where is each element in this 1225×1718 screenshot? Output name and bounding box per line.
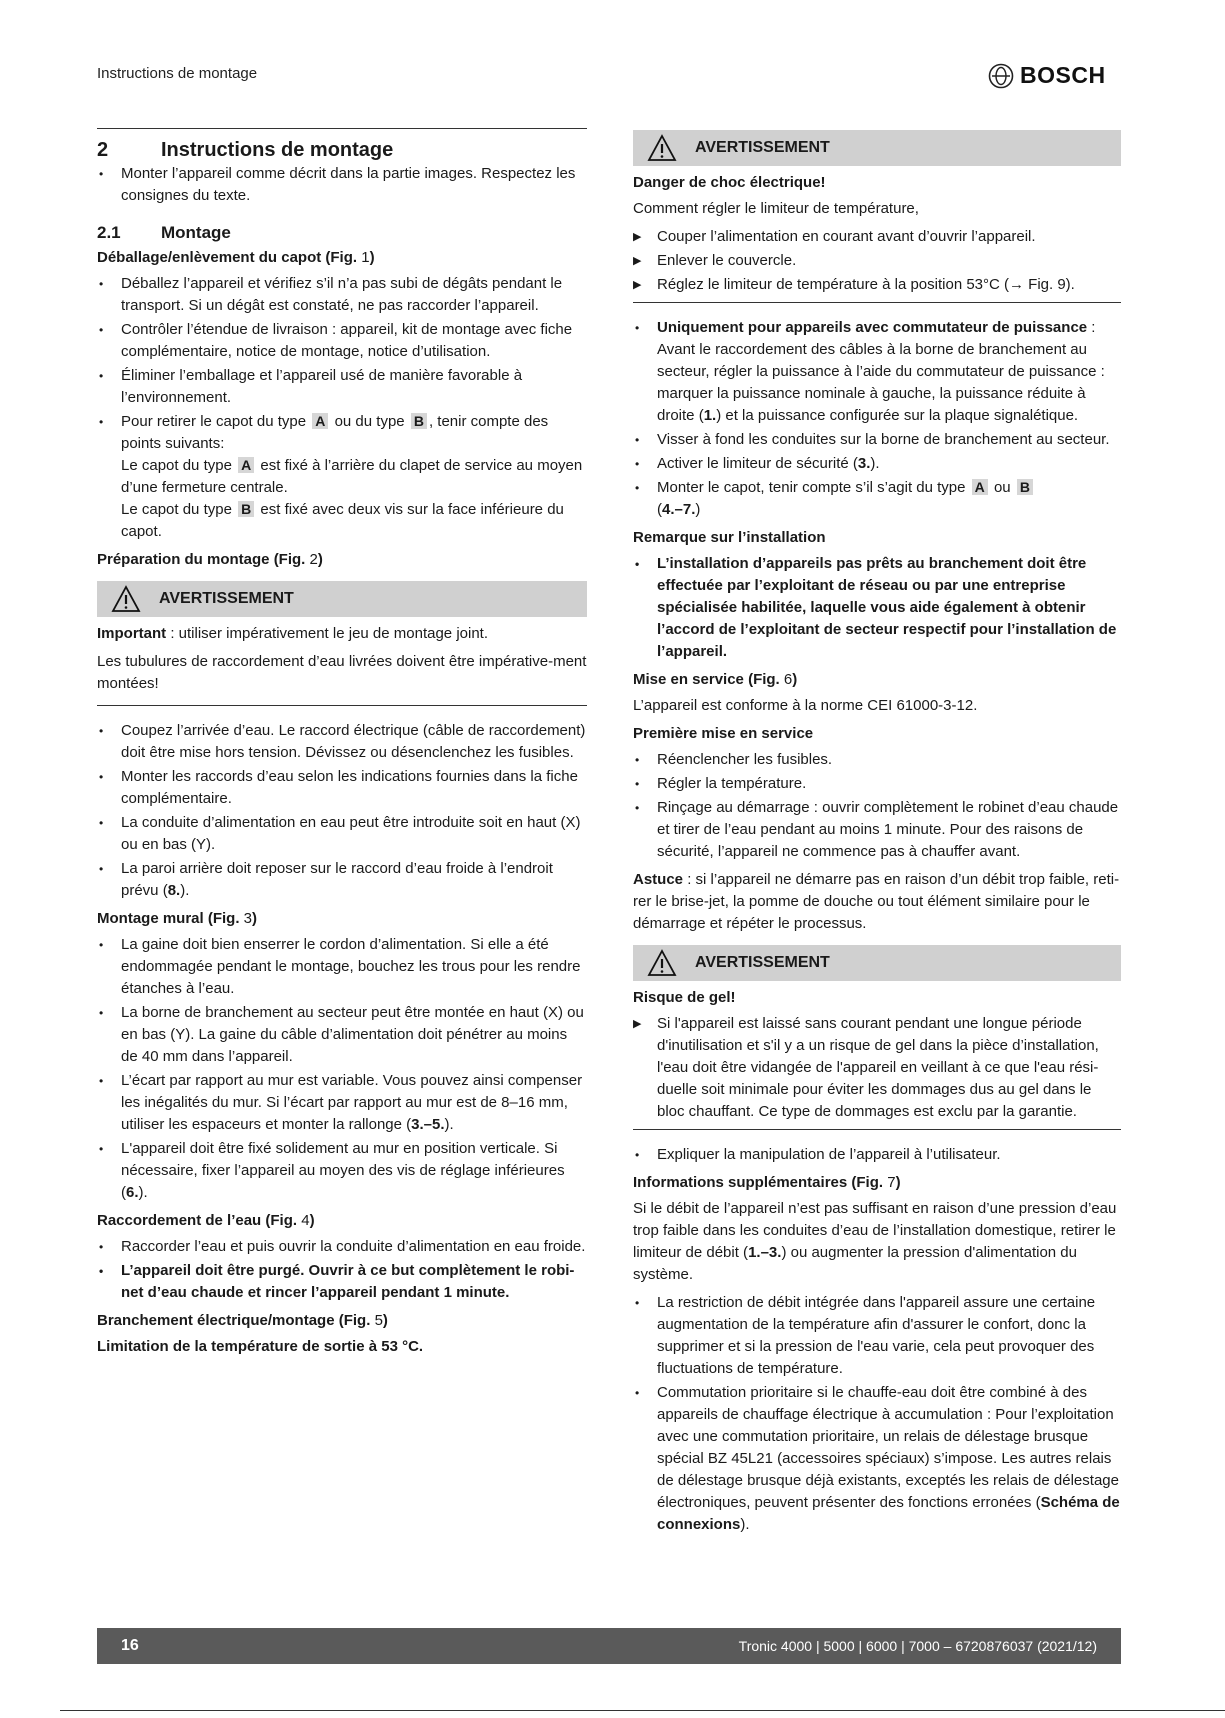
type-b-tag: B xyxy=(411,413,427,429)
list-item: • La conduite d’alimentation en eau peut être introduite soit en haut (X) ou en bas (Y). xyxy=(97,812,587,856)
intro-list xyxy=(97,163,587,207)
info-text: Si le débit de l’appareil n’est pas suffisant en raison d’une pression d’eau trop faible dans les conduites d’eau de l’installation domestique, retirer le limiteur de débit (1.–3.) ou augmenter la pression d'alimentation du système. xyxy=(633,1200,1117,1283)
bottom-divider xyxy=(60,1710,1225,1711)
section-title: Instructions de montage xyxy=(161,139,394,161)
warning-steps xyxy=(633,226,1121,296)
list-item: • La borne de branchement au secteur peut être montée en haut (X) ou en bas (Y). La gaine du câble d’alimentation doit pénétrer au moins de 40 mm dans l’appareil. xyxy=(97,1002,587,1068)
left-column xyxy=(97,128,587,1362)
temp-limit-heading: Limitation de la température de sortie à 53 °C. xyxy=(97,1338,424,1355)
list-item: • Éliminer l’emballage et l’appareil usé de manière favorable à l’environnement. xyxy=(97,365,587,409)
bosch-armature-icon xyxy=(988,63,1014,89)
warning-label: AVERTISSEMENT xyxy=(695,954,830,971)
page-footer xyxy=(97,1628,1121,1664)
warning-triangle-icon xyxy=(647,949,677,977)
list-item: • Monter l’appareil comme décrit dans la partie images. Respectez les consignes du texte. xyxy=(97,163,587,207)
first-start-list xyxy=(633,749,1121,863)
list-item: • Visser à fond les conduites sur la borne de branchement au secteur. xyxy=(633,429,1121,451)
list-item: • L’installation d’appareils pas prêts au branchement doit être effectuée par l’exploitant de réseau ou par une entreprise spécialisée habilitée, laquelle vous aide également à obtenir l’accord de l’exploitant de secteur respectif pour l’installation de l’appareil. xyxy=(633,553,1121,663)
bosch-logo xyxy=(988,62,1106,89)
list-item: • Commutation prioritaire si le chauffe-eau doit être combiné à des appareils de chauffage électrique à accumulation : Pour l’exploitation avec une commutation prioritaire, un relais de délestage brusque spécial BZ 45L21 (accessoires spéciaux) s’impose. Les autres relais de délestage brusque déjà existants, exceptés les relais de délestage électroniques, peuvent présenter des fonctions erronées (Schéma de connexions). xyxy=(633,1382,1121,1536)
warning-label: AVERTISSEMENT xyxy=(159,590,294,607)
type-a-tag: A xyxy=(972,479,988,495)
list-item: • Coupez l’arrivée d’eau. Le raccord électrique (câble de raccordement) doit être mise hors tension. Dévissez ou désenclenchez les fusibles. xyxy=(97,720,587,764)
unpack-list xyxy=(97,273,587,543)
list-item: • Régler la température. xyxy=(633,773,1121,795)
right-column xyxy=(633,128,1121,1542)
list-item: • Déballez l’appareil et vérifiez s’il n’a pas subi de dégâts pendant le transport. Si un dégât est constaté, ne pas raccorder l’appareil. xyxy=(97,273,587,317)
type-a-tag: A xyxy=(238,457,254,473)
commissioning-text: L’appareil est conforme à la norme CEI 61000-3-12. xyxy=(633,697,978,714)
list-item: • La paroi arrière doit reposer sur le raccord d’eau froide à l’endroit prévu (8.). xyxy=(97,858,587,902)
list-item: • L'appareil doit être fixé solidement au mur en position verticale. Si nécessaire, fixer l’appareil au moyen des vis de réglage inférieures (6.). xyxy=(97,1138,587,1204)
warning-text: Comment régler le limiteur de température, xyxy=(633,200,919,217)
list-item: • Monter le capot, tenir compte s’il s’agit du type A ou B (4.–7.) xyxy=(633,477,1121,521)
type-a-tag: A xyxy=(312,413,328,429)
type-b-tag: B xyxy=(1017,479,1033,495)
explain-list xyxy=(633,1144,1121,1166)
list-item: • La gaine doit bien enserrer le cordon d’alimentation. Si elle a été endommagée pendant le montage, bouchez les trous pour les rendre étanches à l’eau. xyxy=(97,934,587,1000)
step-item: ▶ Réglez le limiteur de température à la position 53°C (→ Fig. 9). xyxy=(633,274,1121,296)
page-header-title: Instructions de montage xyxy=(97,65,258,82)
electric-heading: Branchement électrique/montage (Fig. 5) xyxy=(97,1312,388,1329)
mural-list xyxy=(97,934,587,1204)
step-item: ▶ Couper l’alimentation en courant avant d’ouvrir l’appareil. xyxy=(633,226,1121,248)
first-start-heading: Première mise en service xyxy=(633,725,814,742)
mural-heading: Montage mural (Fig. 3) xyxy=(97,910,258,927)
type-b-tag: B xyxy=(238,501,254,517)
list-item: • L’écart par rapport au mur est variable. Vous pouvez ainsi compenser les inégalités du mur. Si l’écart par rapport au mur est de 8–16 mm, utiliser les espaceurs et monter la rallonge (3.–5.). xyxy=(97,1070,587,1136)
warning-title: Danger de choc électrique! xyxy=(633,174,826,191)
step-item: ▶ Enlever le couvercle. xyxy=(633,250,1121,272)
prep-heading: Préparation du montage (Fig. 2) xyxy=(97,551,323,568)
warning-body: Important : utiliser impérativement le jeu de montage joint. Les tubulures de raccordement d’eau livrées doivent être impérative-ment montées! xyxy=(97,623,587,706)
subsection-number: 2.1 xyxy=(97,223,121,242)
page-number: 16 xyxy=(121,1637,139,1654)
list-item: • Raccorder l’eau et puis ouvrir la conduite d’alimentation en eau froide. xyxy=(97,1236,587,1258)
step-item: ▶ Si l'appareil est laissé sans courant pendant une longue période d'inutilisation et s'il y a un risque de gel dans la pièce d’installation, l'eau doit être vidangée de l'appareil en veillant à ce que l'eau rési-duelle soit minimale pour éviter les dommages dus au gel dans le bloc chauffant. Ce type de dommages est exclu par la garantie. xyxy=(633,1013,1121,1123)
section-number: 2 xyxy=(97,139,109,161)
warning-triangle-icon xyxy=(111,585,141,613)
list-item: • Uniquement pour appareils avec commutateur de puissance : Avant le raccordement des câbles à la borne de branchement au secteur, régler la puissance à l’aide du commutateur de puissance : marquer la puissance nominale à gauche, la puissance réduite à droite (1.) et la puissance configurée sur la plaque signalétique. xyxy=(633,317,1121,427)
install-list xyxy=(633,317,1121,521)
warning-text: Les tubulures de raccordement d’eau livrées doivent être impérative-ment montées! xyxy=(97,653,587,692)
list-item: • Expliquer la manipulation de l’appareil à l’utilisateur. xyxy=(633,1144,1121,1166)
subsection-title: Montage xyxy=(161,223,231,242)
list-item: • Monter les raccords d’eau selon les indications fournies dans la fiche complémentaire. xyxy=(97,766,587,810)
list-item: • L’appareil doit être purgé. Ouvrir à ce but complètement le robi-net d’eau chaude et rincer l’appareil pendant 1 minute. xyxy=(97,1260,587,1304)
list-item: • La restriction de débit intégrée dans l'appareil assure une certaine augmentation de la température afin d'assurer le confort, donc la supprimer et si la pression de l'eau varie, cela peut provoquer des fluctuations de température. xyxy=(633,1292,1121,1380)
remark-list xyxy=(633,553,1121,663)
water-list xyxy=(97,1236,587,1304)
list-item: • Rinçage au démarrage : ouvrir complètement le robinet d’eau chaude et tirer de l’eau pendant au moins 1 minute. Pour des raisons de sécurité, l’appareil ne commence pas à chauffer avant. xyxy=(633,797,1121,863)
warning-triangle-icon xyxy=(647,134,677,162)
document-reference: Tronic 4000 | 5000 | 6000 | 7000 – 6720876037 (2021/12) xyxy=(738,1638,1097,1654)
commissioning-heading: Mise en service (Fig. 6) xyxy=(633,671,798,688)
list-item: • Contrôler l’étendue de livraison : appareil, kit de montage avec fiche complémentaire, notice de montage, notice d’utilisation. xyxy=(97,319,587,363)
warning-label: AVERTISSEMENT xyxy=(695,139,830,156)
warning-steps xyxy=(633,1013,1121,1123)
prep-list xyxy=(97,720,587,902)
list-item: • Pour retirer le capot du type A ou du type B , tenir compte des points suivants: Le capot du type A est fixé à l’arrière du clapet de service au moyen d’une fermeture centrale. Le capot du type B est fixé avec deux vis sur la face inférieure du capot. xyxy=(97,411,587,543)
info-heading: Informations supplémentaires (Fig. 7) xyxy=(633,1174,901,1191)
warning-body xyxy=(633,172,1121,303)
bosch-wordmark: BOSCH xyxy=(1020,62,1106,88)
info-list xyxy=(633,1292,1121,1536)
tip-text: Astuce : si l’appareil ne démarre pas en raison d’un débit trop faible, reti-rer le brise-jet, la pomme de douche ou tout élément similaire pour le démarrage et répéter le processus. xyxy=(633,871,1120,932)
warning-banner xyxy=(633,945,1121,981)
section-heading xyxy=(97,137,587,163)
warning-banner xyxy=(97,581,587,617)
water-heading: Raccordement de l’eau (Fig. 4) xyxy=(97,1212,315,1229)
remark-heading: Remarque sur l’installation xyxy=(633,529,826,546)
warning-body xyxy=(633,987,1121,1130)
warning-title: Risque de gel! xyxy=(633,989,736,1006)
subsection-heading xyxy=(97,221,587,245)
list-item: • Activer le limiteur de sécurité (3.). xyxy=(633,453,1121,475)
list-item: • Réenclencher les fusibles. xyxy=(633,749,1121,771)
unpack-heading: Déballage/enlèvement du capot (Fig. 1) xyxy=(97,249,375,266)
warning-banner xyxy=(633,130,1121,166)
